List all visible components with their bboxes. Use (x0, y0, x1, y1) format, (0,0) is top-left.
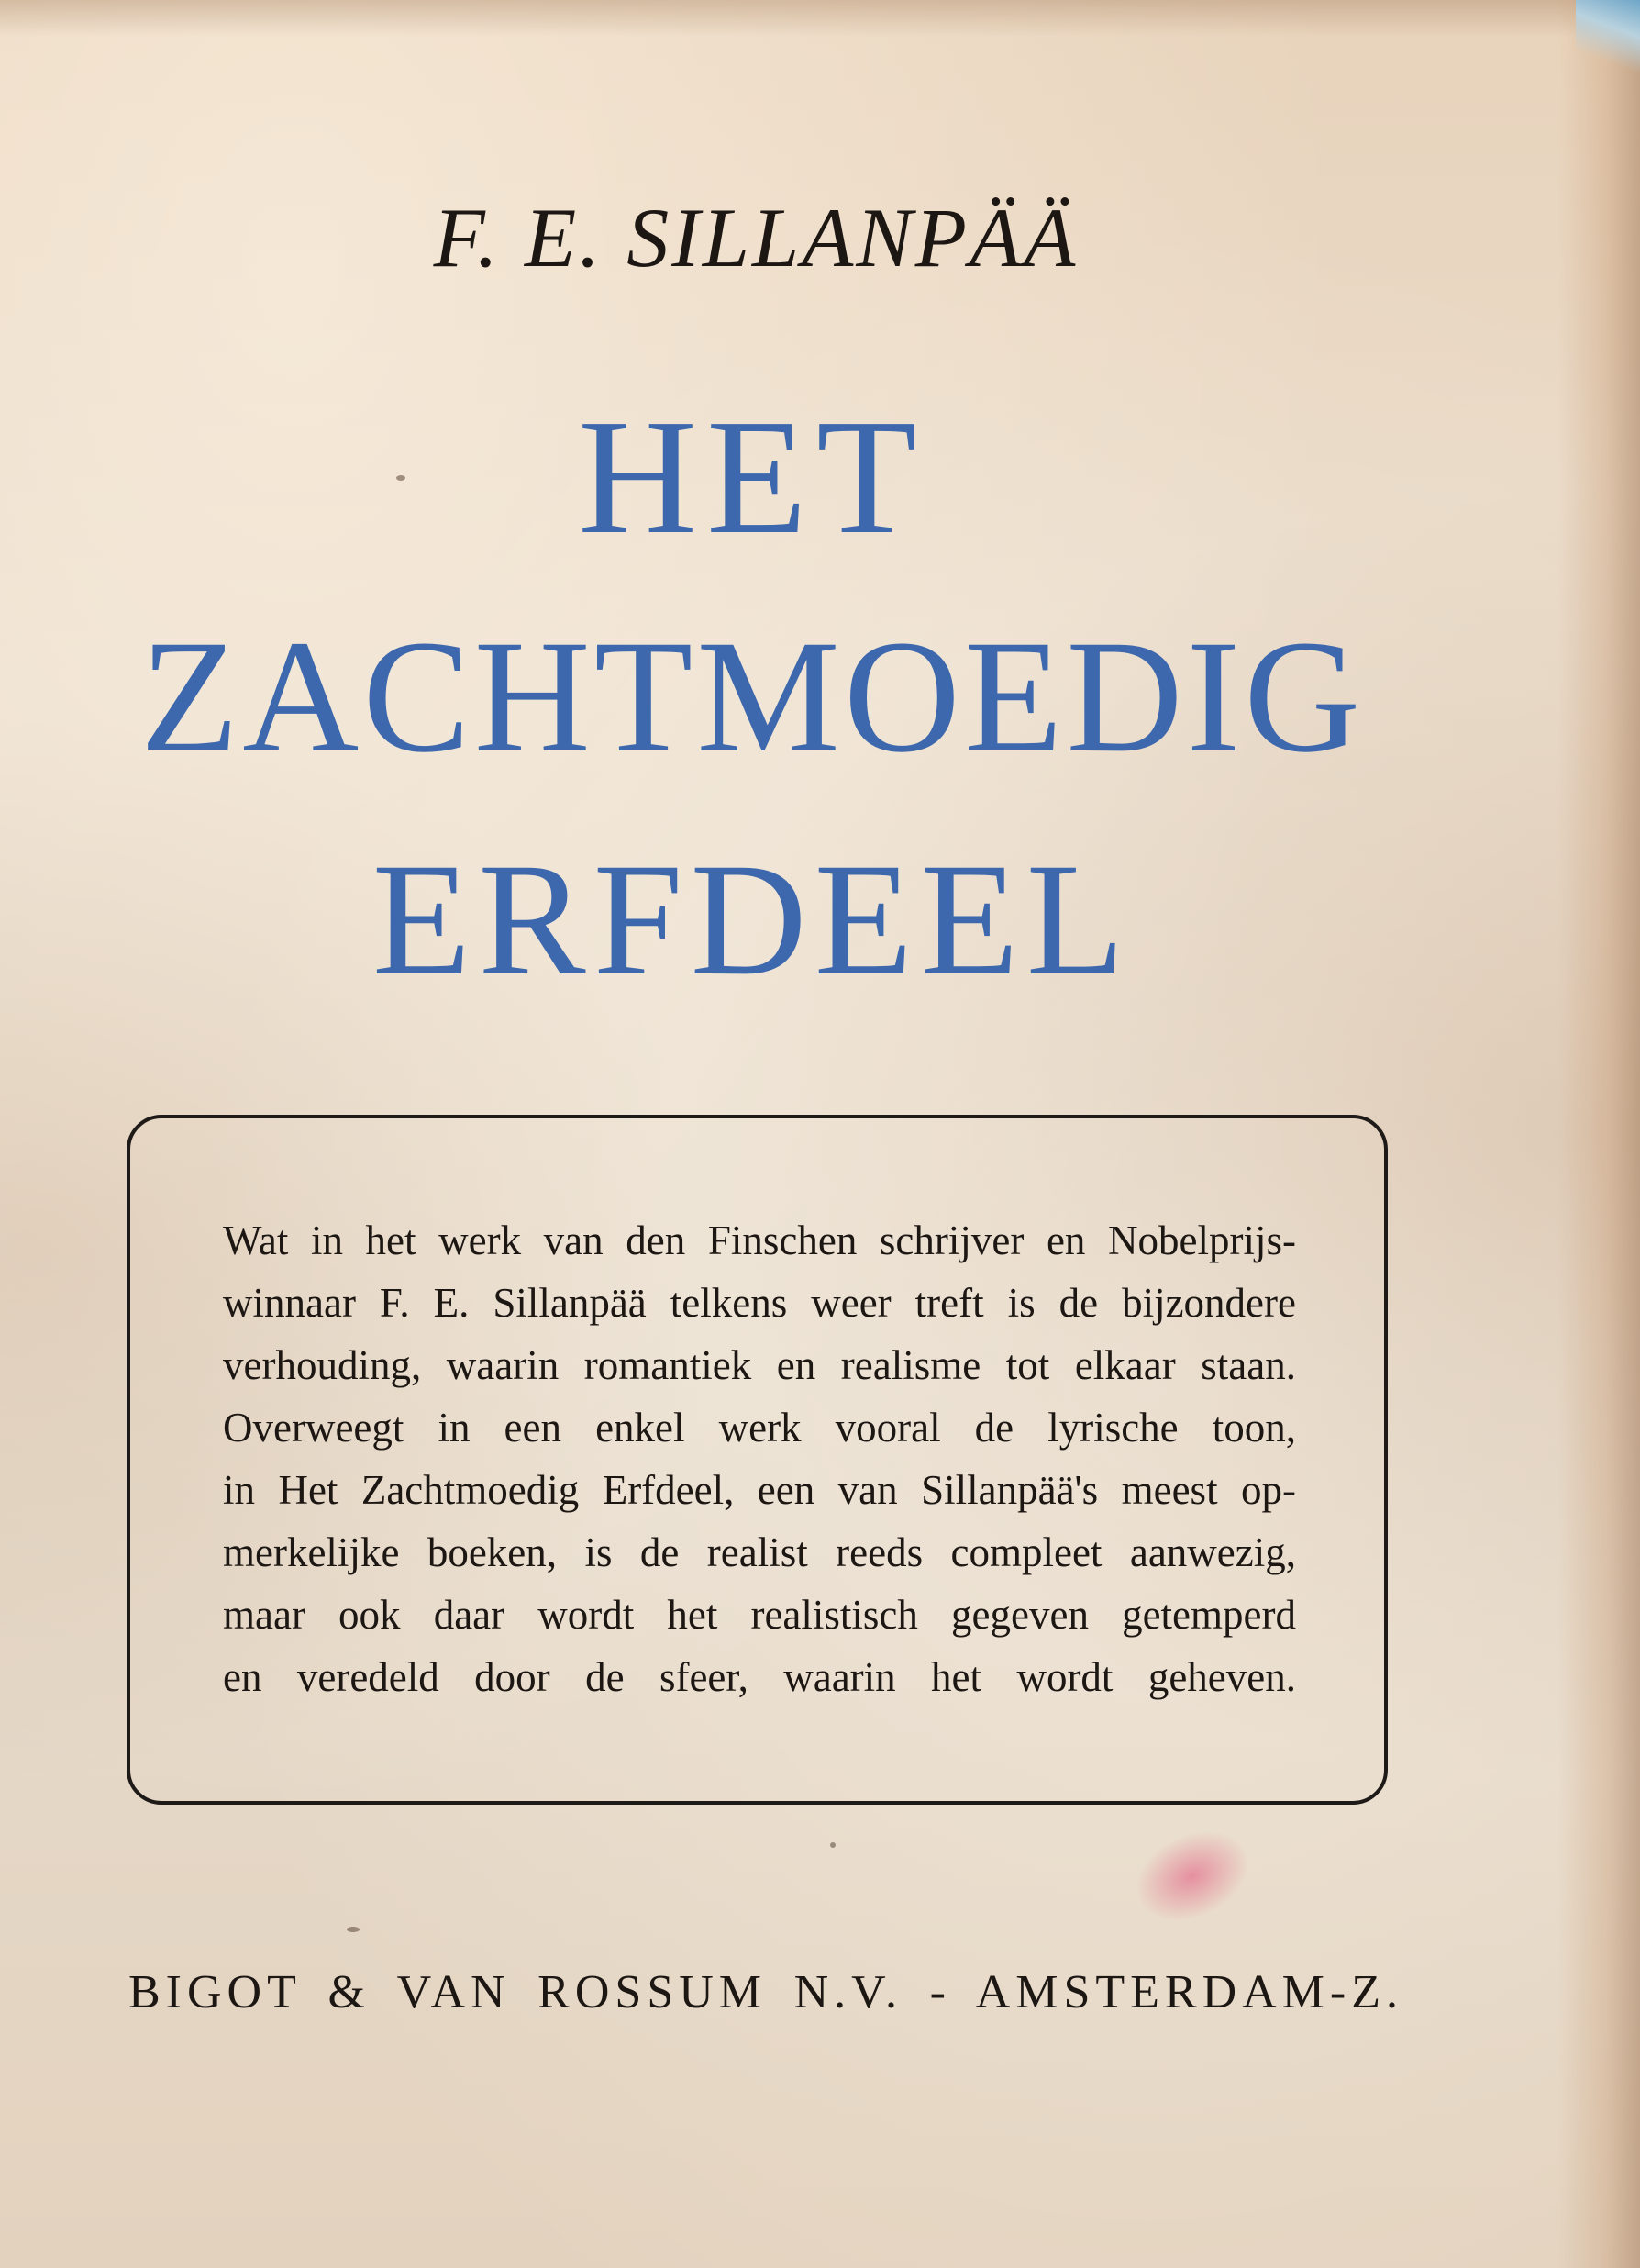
publisher-line: BIGOT & VAN ROSSUM N.V. - AMSTERDAM-Z. (128, 1966, 1403, 2018)
title-line-1: HET (578, 385, 926, 568)
paper-speck (830, 1842, 836, 1848)
blurb-line: in Het Zachtmoedig Erfdeel, een van Sillanpää's meest op- (223, 1467, 1296, 1513)
blurb-line: Overweegt in een enkel werk vooral de lyrische toon, (223, 1405, 1296, 1451)
blurb-line: verhouding, waarin romantiek en realisme tot elkaar staan. (223, 1342, 1296, 1388)
torn-corner (1576, 0, 1640, 83)
paper-speck (396, 475, 405, 481)
paper-speck (347, 1927, 360, 1932)
worn-top-edge (0, 0, 1640, 37)
blurb-line: merkelijke boeken, is de realist reeds compleet aanwezig, (223, 1529, 1296, 1575)
title-line-3: ERFDEEL (371, 830, 1133, 1009)
blurb-text (223, 1209, 1296, 1708)
blurb-line: en veredeld door de sfeer, waarin het wordt geheven. (223, 1654, 1296, 1700)
title-line-2: ZACHTMOEDIG (139, 607, 1365, 786)
author-name: F. E. SILLANPÄÄ (433, 191, 1079, 284)
blurb-line: maar ook daar wordt het realistisch gegeven getemperd (223, 1592, 1296, 1638)
pink-stain (1121, 1814, 1264, 1940)
worn-right-edge (1557, 0, 1640, 2268)
blurb-line: Wat in het werk van den Finschen schrijver en Nobelprijs- (223, 1217, 1296, 1263)
blurb-line: winnaar F. E. Sillanpää telkens weer treft is de bijzondere (223, 1280, 1296, 1326)
